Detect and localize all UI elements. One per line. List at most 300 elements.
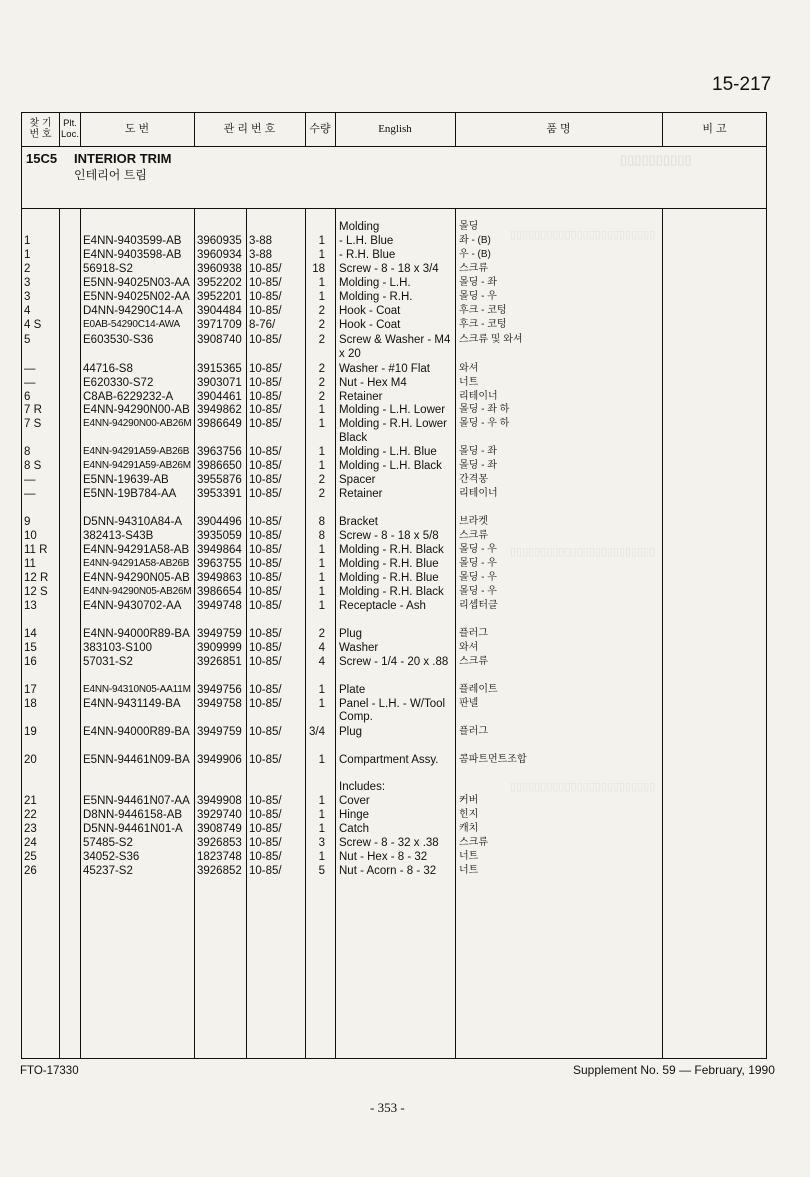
date: 10-85/ (249, 530, 282, 542)
mgmt-no: 3949759 (197, 726, 242, 738)
description: Molding - R.H. Lower (339, 418, 448, 430)
bleed-through-text: ▯▯▯▯▯▯▯▯▯▯▯▯▯▯▯▯▯▯▯▯▯▯▯▯ (510, 229, 656, 241)
description: Molding - R.H. Black (339, 586, 444, 598)
ref-no: 18 (24, 698, 37, 710)
table-row (0, 347, 810, 361)
qty: 2 (318, 488, 325, 500)
description-korean: 스크류 (459, 530, 488, 541)
ref-no: 11 (24, 558, 36, 570)
mgmt-no: 3929740 (197, 809, 242, 821)
mgmt-no: 3908749 (197, 823, 242, 835)
mgmt-no: 3949863 (197, 572, 242, 584)
date: 10-85/ (249, 391, 282, 403)
description: Nut - Hex M4 (339, 377, 407, 389)
table-row (0, 318, 810, 332)
part-no: 382413-S43B (83, 530, 154, 542)
header-ref-no-line2: 번 호 (29, 129, 52, 140)
date: 10-85/ (249, 263, 282, 275)
part-no: 383103-S100 (83, 642, 153, 654)
date: 10-85/ (249, 377, 282, 389)
part-no: D5NN-94310A84-A (83, 516, 183, 528)
qty: 8 (318, 516, 325, 528)
qty: 1 (318, 572, 325, 584)
ref-no: 26 (24, 865, 37, 877)
date: 10-85/ (249, 684, 282, 696)
date: 10-85/ (249, 404, 282, 416)
qty: 1 (318, 446, 325, 458)
ref-no: 20 (24, 754, 37, 766)
date: 10-85/ (249, 795, 282, 807)
table-row (0, 390, 810, 404)
mgmt-no: 3949759 (197, 628, 242, 640)
mgmt-no: 3963755 (197, 558, 242, 570)
mgmt-no: 3960938 (197, 263, 242, 275)
description: Nut - Acorn - 8 - 32 (339, 865, 437, 877)
qty: 1 (318, 249, 325, 261)
description: - R.H. Blue (339, 249, 396, 261)
description: x 20 (339, 348, 361, 360)
mgmt-no: 3971709 (197, 319, 242, 331)
mgmt-no: 3960934 (197, 249, 242, 261)
ref-no: 12 S (24, 586, 48, 598)
ref-no: — (24, 377, 36, 389)
table-row (0, 836, 810, 850)
description-korean: 몰딩 - 좌 (459, 446, 497, 457)
ref-no: 4 (24, 305, 31, 317)
qty: 2 (318, 628, 325, 640)
date: 10-85/ (249, 823, 282, 835)
ref-no: 9 (24, 516, 31, 528)
mgmt-no: 3952201 (197, 291, 242, 303)
qty: 4 (318, 656, 325, 668)
description: Screw - 8 - 32 x .38 (339, 837, 439, 849)
page-number: 15-217 (712, 74, 772, 95)
ref-no: 1 (24, 235, 31, 247)
part-no: 57031-S2 (83, 656, 133, 668)
part-no: E4NN-94290N05-AB26M (83, 586, 192, 597)
mgmt-no: 3904496 (197, 516, 242, 528)
table-row (0, 683, 810, 697)
description: Molding - R.H. (339, 291, 413, 303)
description: Cover (339, 795, 370, 807)
description: Black (339, 432, 368, 444)
date: 10-85/ (249, 291, 282, 303)
table-row (0, 753, 810, 767)
qty: 18 (312, 263, 325, 275)
description-korean: 플러그 (459, 628, 488, 639)
description: Comp. (339, 711, 373, 723)
description-korean: 스크류 (459, 656, 488, 667)
table-row (0, 403, 810, 417)
qty: 1 (318, 418, 325, 430)
ref-no: 22 (24, 809, 37, 821)
description-korean: 몰딩 - 우 (459, 544, 497, 555)
date: 10-85/ (249, 628, 282, 640)
table-row (0, 431, 810, 445)
description: Molding - L.H. Black (339, 460, 442, 472)
description-korean: 스크류 (459, 263, 488, 274)
description: Molding - L.H. (339, 277, 411, 289)
part-no: D5NN-94461N01-A (83, 823, 183, 835)
description: Retainer (339, 488, 383, 500)
ref-no: — (24, 488, 36, 500)
part-no: E4NN-9431149-BA (83, 698, 181, 710)
date: 10-85/ (249, 851, 282, 863)
table-row (0, 641, 810, 655)
qty: 2 (318, 305, 325, 317)
table-row (0, 571, 810, 585)
date: 10-85/ (249, 698, 282, 710)
header-drawing-no: 도 번 (124, 123, 150, 135)
description: Molding - L.H. Lower (339, 404, 446, 416)
mgmt-no: 3926853 (197, 837, 242, 849)
section-title: INTERIOR TRIM (74, 151, 172, 166)
part-no: E603530-S36 (83, 334, 154, 346)
part-no: D8NN-9446158-AB (83, 809, 183, 821)
description: Screw - 8 - 18 x 5/8 (339, 530, 439, 542)
part-no: E4NN-94310N05-AA11M (83, 684, 191, 695)
date: 10-85/ (249, 474, 282, 486)
qty: 4 (318, 642, 325, 654)
part-no: E4NN-9403598-AB (83, 249, 182, 261)
qty: 1 (318, 558, 325, 570)
description-korean: 후크 - 코텅 (459, 319, 507, 330)
ref-no: 11 R (24, 544, 48, 556)
ref-no: 8 (24, 446, 31, 458)
table-row (0, 487, 810, 501)
table-row (0, 304, 810, 318)
date: 10-85/ (249, 334, 282, 346)
description: Washer (339, 642, 379, 654)
qty: 2 (318, 391, 325, 403)
description: Molding - R.H. Blue (339, 572, 439, 584)
qty: 2 (318, 363, 325, 375)
part-no: E5NN-19639-AB (83, 474, 169, 486)
mgmt-no: 3949758 (197, 698, 242, 710)
description-korean: 브라켓 (459, 516, 488, 527)
mgmt-no: 3960935 (197, 235, 242, 247)
mgmt-no: 1823748 (197, 851, 242, 863)
qty: 1 (318, 291, 325, 303)
ref-no: 4 S (24, 319, 42, 331)
description: Molding - R.H. Blue (339, 558, 439, 570)
table-row (0, 864, 810, 878)
qty: 1 (318, 684, 325, 696)
description-korean: 몰딩 - 우 (459, 572, 497, 583)
date: 10-85/ (249, 809, 282, 821)
part-no: E4NN-94290N00-AB26M (83, 418, 192, 429)
mgmt-no: 3926851 (197, 656, 242, 668)
mgmt-no: 3903071 (197, 377, 242, 389)
date: 10-85/ (249, 277, 282, 289)
qty: 1 (318, 235, 325, 247)
qty: 1 (318, 460, 325, 472)
description: - L.H. Blue (339, 235, 394, 247)
description-korean: 리셉터클 (459, 600, 498, 611)
description-korean: 와셔 (459, 363, 479, 374)
date: 8-76/ (249, 319, 276, 331)
description-korean: 힌지 (459, 809, 479, 820)
qty: 1 (318, 404, 325, 416)
qty: 1 (318, 544, 325, 556)
table-row (0, 585, 810, 599)
header-qty: 수량 (309, 123, 331, 135)
table-row (0, 376, 810, 390)
qty: 2 (318, 334, 325, 346)
description: Plug (339, 628, 363, 640)
description-korean: 커버 (459, 795, 479, 806)
description: Screw - 8 - 18 x 3/4 (339, 263, 439, 275)
ref-no: 16 (24, 656, 37, 668)
mgmt-no: 3986649 (197, 418, 242, 430)
date: 10-85/ (249, 586, 282, 598)
date: 10-85/ (249, 363, 282, 375)
section-title-korean: 인테리어 트림 (74, 168, 147, 182)
qty: 1 (318, 823, 325, 835)
header-plt-line2: Loc. (61, 129, 79, 140)
description-korean: 몰딩 - 우 (459, 291, 497, 302)
mgmt-no: 3949862 (197, 404, 242, 416)
description: Molding - R.H. Black (339, 544, 444, 556)
ref-no: 13 (24, 600, 37, 612)
part-no: E5NN-94461N07-AA (83, 795, 190, 807)
description-korean: 몰딩 (459, 221, 479, 232)
ref-no: 24 (24, 837, 37, 849)
ref-no: 23 (24, 823, 37, 835)
mgmt-no: 3955876 (197, 474, 242, 486)
part-no: E4NN-94291A58-AB (83, 544, 190, 556)
table-row (0, 362, 810, 376)
ref-no: 2 (24, 263, 31, 275)
ref-no: 7 R (24, 404, 42, 416)
description-korean: 캐치 (459, 823, 479, 834)
header-remarks: 비 고 (702, 123, 727, 135)
table-row (0, 710, 810, 724)
mgmt-no: 3909999 (197, 642, 242, 654)
document-code: FTO-17330 (20, 1065, 79, 1077)
qty: 3/4 (309, 726, 325, 738)
date: 10-85/ (249, 837, 282, 849)
ref-no: 25 (24, 851, 37, 863)
table-row (0, 473, 810, 487)
qty: 1 (318, 754, 325, 766)
description-korean: 스크류 및 와셔 (459, 334, 523, 345)
date: 10-85/ (249, 446, 282, 458)
part-no: E5NN-94025N02-AA (83, 291, 190, 303)
qty: 2 (318, 319, 325, 331)
mgmt-no: 3963756 (197, 446, 242, 458)
header-mgmt-no: 관 리 번 호 (223, 123, 276, 135)
description: Hinge (339, 809, 370, 821)
ref-no: — (24, 474, 36, 486)
ref-no: — (24, 363, 36, 375)
table-row (0, 822, 810, 836)
supplement-note: Supplement No. 59 — February, 1990 (573, 1063, 775, 1077)
table-row (0, 445, 810, 459)
qty: 1 (318, 698, 325, 710)
mgmt-no: 3915365 (197, 363, 242, 375)
mgmt-no: 3935059 (197, 530, 242, 542)
qty: 2 (318, 474, 325, 486)
mgmt-no: 3949864 (197, 544, 242, 556)
table-row (0, 655, 810, 669)
date: 10-85/ (249, 865, 282, 877)
part-no: E0AB-54290C14-AWA (83, 319, 181, 330)
description-korean: 후크 - 코텅 (459, 305, 507, 316)
header-korean: 품 명 (546, 123, 571, 135)
part-no: E4NN-94291A59-AB26M (83, 460, 191, 471)
description-korean: 우 - (B) (459, 249, 491, 260)
description-korean: 콤파트먼트조합 (459, 754, 527, 765)
description: Retainer (339, 391, 383, 403)
description-korean: 좌 - (B) (459, 235, 491, 246)
table-row (0, 333, 810, 347)
mgmt-no: 3908740 (197, 334, 242, 346)
qty: 1 (318, 795, 325, 807)
description: Nut - Hex - 8 - 32 (339, 851, 428, 863)
table-row (0, 515, 810, 529)
qty: 3 (318, 837, 325, 849)
part-no: E4NN-94000R89-BA (83, 628, 190, 640)
header-ref-no-line1: 찾 기 (29, 118, 52, 129)
mgmt-no: 3904461 (197, 391, 242, 403)
date: 10-85/ (249, 656, 282, 668)
description-korean: 와셔 (459, 642, 479, 653)
description: Catch (339, 823, 370, 835)
description: Receptacle - Ash (339, 600, 426, 612)
mgmt-no: 3953391 (197, 488, 242, 500)
table-row (0, 290, 810, 304)
description: Includes: (339, 781, 386, 793)
table-row (0, 780, 810, 794)
description: Screw - 1/4 - 20 x .88 (339, 656, 449, 668)
description-korean: 리테이너 (459, 391, 498, 402)
date: 3-88 (249, 249, 273, 261)
description-korean: 몰딩 - 좌 하 (459, 404, 510, 415)
description-korean: 판넬 (459, 698, 479, 709)
date: 10-85/ (249, 572, 282, 584)
table-row (0, 459, 810, 473)
part-no: E4NN-9403599-AB (83, 235, 182, 247)
table-row (0, 557, 810, 571)
table-row (0, 725, 810, 739)
description: Molding - L.H. Blue (339, 446, 437, 458)
description: Hook - Coat (339, 305, 401, 317)
part-no: E5NN-19B784-AA (83, 488, 177, 500)
mgmt-no: 3986650 (197, 460, 242, 472)
description-korean: 몰딩 - 좌 (459, 460, 497, 471)
part-no: E4NN-94291A59-AB26B (83, 446, 190, 457)
date: 10-85/ (249, 305, 282, 317)
ref-no: 17 (24, 684, 37, 696)
mgmt-no: 3949756 (197, 684, 242, 696)
qty: 1 (318, 586, 325, 598)
description: Spacer (339, 474, 376, 486)
description-korean: 리테이너 (459, 488, 498, 499)
table-row (0, 599, 810, 613)
table-row (0, 850, 810, 864)
description: Plate (339, 684, 366, 696)
description-korean: 플레이트 (459, 684, 498, 695)
part-no: E4NN-9430702-AA (83, 600, 182, 612)
part-no: 44716-S8 (83, 363, 133, 375)
mgmt-no: 3904484 (197, 305, 242, 317)
description: Bracket (339, 516, 378, 528)
description-korean: 간격몽 (459, 474, 488, 485)
date: 10-85/ (249, 516, 282, 528)
ref-no: 3 (24, 277, 31, 289)
table-row (0, 543, 810, 557)
table-row (0, 220, 810, 234)
date: 10-85/ (249, 754, 282, 766)
ref-no: 15 (24, 642, 37, 654)
bleed-through-text: ▯▯▯▯▯▯▯▯▯▯▯▯▯▯▯▯▯▯▯▯▯▯▯▯ (510, 781, 656, 793)
ref-no: 10 (24, 530, 37, 542)
description-korean: 플러그 (459, 726, 488, 737)
table-row (0, 697, 810, 711)
part-no: E5NN-94461N09-BA (83, 754, 190, 766)
description-korean: 몰딩 - 우 하 (459, 418, 510, 429)
mgmt-no: 3926852 (197, 865, 242, 877)
table-row (0, 529, 810, 543)
part-no: C8AB-6229232-A (83, 391, 174, 403)
description: Hook - Coat (339, 319, 401, 331)
mgmt-no: 3986654 (197, 586, 242, 598)
qty: 5 (318, 865, 325, 877)
table-row (0, 808, 810, 822)
bleed-through-text: ▯▯▯▯▯▯▯▯▯▯ (620, 152, 692, 167)
part-no: E4NN-94290N00-AB (83, 404, 190, 416)
description-korean: 몰딩 - 우 (459, 558, 497, 569)
table-row (0, 417, 810, 431)
part-no: D4NN-94290C14-A (83, 305, 183, 317)
ref-no: 8 S (24, 460, 42, 472)
table-row (0, 627, 810, 641)
description: Molding (339, 221, 380, 233)
ref-no: 6 (24, 391, 31, 403)
part-no: 56918-S2 (83, 263, 133, 275)
description: Compartment Assy. (339, 754, 439, 766)
description-korean: 스크류 (459, 837, 488, 848)
qty: 8 (318, 530, 325, 542)
ref-no: 1 (24, 249, 31, 261)
date: 10-85/ (249, 544, 282, 556)
table-row (0, 794, 810, 808)
table-row (0, 234, 810, 248)
description-korean: 너트 (459, 865, 479, 876)
bleed-through-text: ▯▯▯▯▯▯▯▯▯▯▯▯▯▯▯▯▯▯▯▯▯▯▯▯ (510, 546, 656, 558)
description-korean: 몰딩 - 우 (459, 586, 497, 597)
description-korean: 너트 (459, 377, 479, 388)
qty: 2 (318, 377, 325, 389)
description: Washer - #10 Flat (339, 363, 430, 375)
date: 10-85/ (249, 726, 282, 738)
ref-no: 5 (24, 334, 31, 346)
part-no: 57485-S2 (83, 837, 133, 849)
date: 10-85/ (249, 642, 282, 654)
page-footer-number: - 353 - (370, 1100, 405, 1115)
ref-no: 3 (24, 291, 31, 303)
ref-no: 19 (24, 726, 37, 738)
ref-no: 21 (24, 795, 37, 807)
date: 10-85/ (249, 600, 282, 612)
description-korean: 몰딩 - 좌 (459, 277, 497, 288)
part-no: 45237-S2 (83, 865, 133, 877)
part-no: E5NN-94025N03-AA (83, 277, 190, 289)
part-no: E4NN-94290N05-AB (83, 572, 190, 584)
description-korean: 너트 (459, 851, 479, 862)
table-row (0, 248, 810, 262)
